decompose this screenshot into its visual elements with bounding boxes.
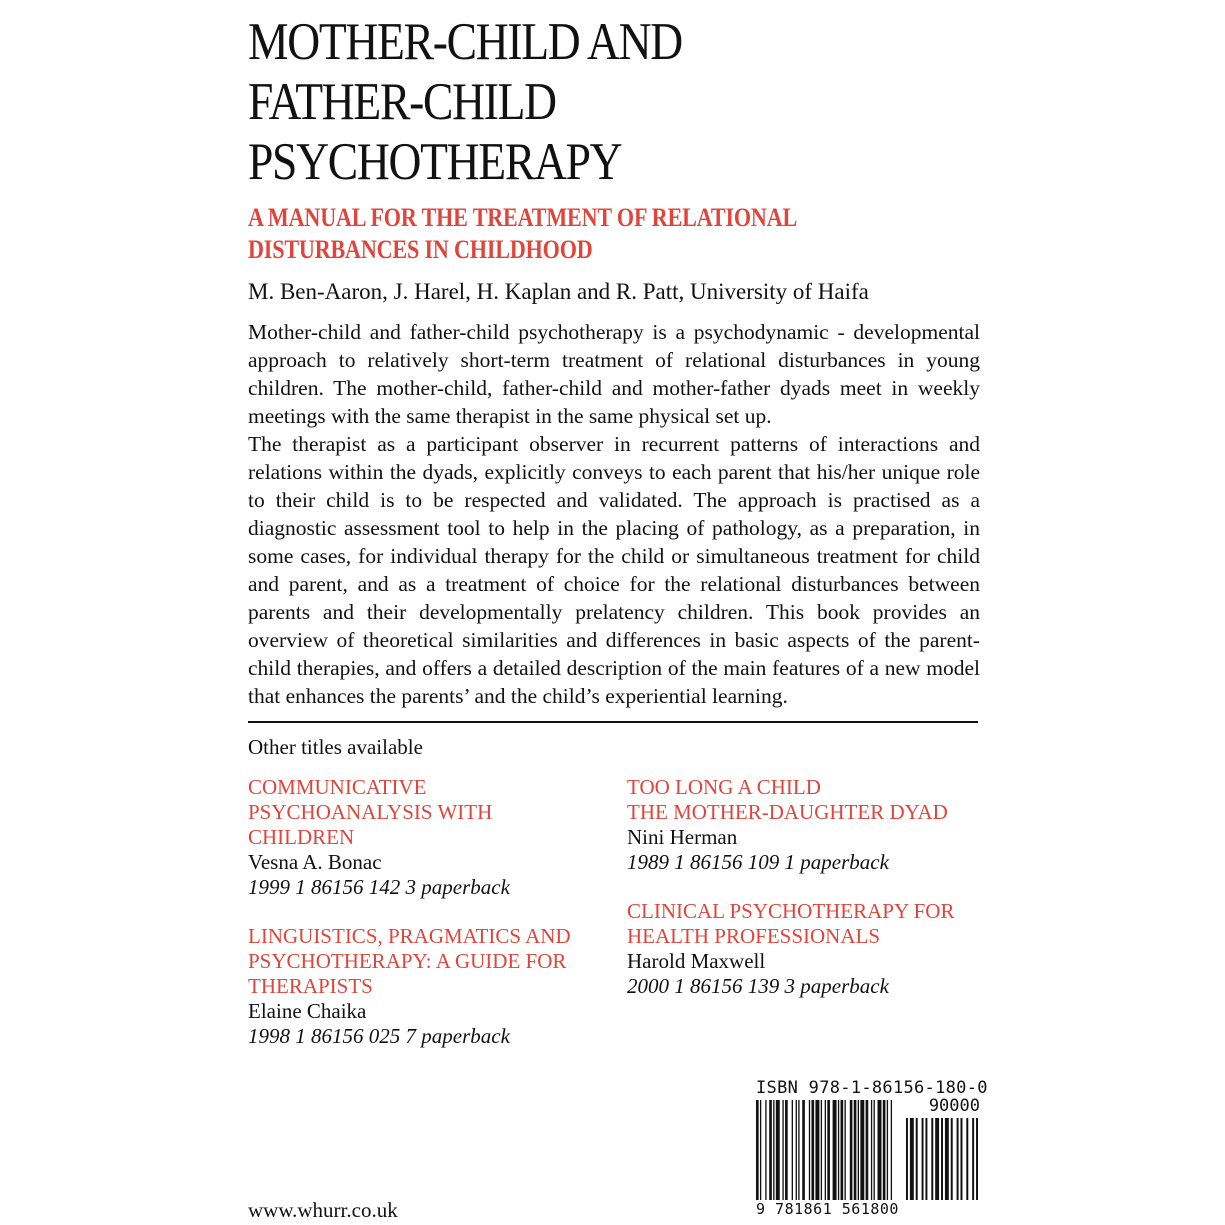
addon-bar	[951, 1118, 953, 1208]
barcode-bar	[825, 1100, 826, 1208]
barcode-bar	[821, 1100, 822, 1200]
isbn-number: ISBN 978-1-86156-180-0	[756, 1078, 988, 1098]
other-title-entry	[627, 775, 987, 875]
other-title-author: Nini Herman	[627, 825, 738, 849]
book-authors: M. Ben-Aaron, J. Harel, H. Kaplan and R. Patt, University of Haifa	[248, 279, 869, 304]
addon-bar	[910, 1118, 914, 1208]
addon-bar	[945, 1118, 949, 1208]
barcode-bar	[809, 1100, 810, 1200]
barcode-bar	[773, 1100, 774, 1200]
barcode-bar	[878, 1100, 882, 1200]
other-title-name	[627, 775, 987, 825]
other-title-entry	[248, 775, 608, 900]
other-title-line: PSYCHOTHERAPY: A GUIDE FOR	[248, 949, 567, 973]
other-title-line: THERAPISTS	[248, 974, 373, 998]
addon-bar	[976, 1118, 978, 1208]
other-title-name	[248, 775, 608, 850]
other-title-line: PSYCHOANALYSIS WITH	[248, 800, 493, 824]
addon-bar	[916, 1118, 918, 1208]
barcode-bar	[811, 1100, 814, 1200]
barcode-bar	[798, 1100, 799, 1200]
other-title-name	[248, 924, 608, 999]
other-title-line: LINGUISTICS, PRAGMATICS AND	[248, 924, 571, 948]
barcode-bar	[769, 1100, 772, 1200]
addon-bar	[957, 1118, 959, 1208]
barcode-bar	[871, 1100, 872, 1200]
barcode-bars	[756, 1100, 980, 1208]
other-title-line: THE MOTHER-DAUGHTER DYAD	[627, 800, 948, 824]
addon-bar	[941, 1118, 943, 1208]
other-title-line: HEALTH PROFESSIONALS	[627, 924, 881, 948]
other-title-line: CHILDREN	[248, 825, 355, 849]
barcode-bar	[760, 1100, 761, 1208]
description-paragraph: The therapist as a participant observer in recurrent patterns of interactions and relations within the dyads, explicitly conveys to each parent that his/her unique role to their child is to be respected and validated. The approach is practised as a diagnostic assessment tool to help in the placing of pathology, as a preparation, in some cases, for individual therapy for the child or simultaneous treatment for child and parent, and as a treatment of choice for the relational disturbances between parents and their developmentally prelatency children. This book provides an overview of theoretical similarities and differences in basic aspects of the parent-child therapies, and offers a detailed description of the main features of a new model that enhances the parents’ and the child’s experiential learning.	[248, 432, 980, 708]
addon-bar	[960, 1118, 962, 1208]
barcode-bar	[887, 1100, 888, 1200]
book-subtitle-line: A MANUAL FOR THE TREATMENT OF RELATIONAL	[248, 203, 798, 232]
addon-bar	[966, 1118, 968, 1208]
price-code: 90000	[928, 1096, 980, 1116]
barcode-bar	[785, 1100, 788, 1200]
addon-bar	[906, 1118, 908, 1208]
barcode-bar	[838, 1100, 839, 1200]
other-title-author: Vesna A. Bonac	[248, 850, 382, 874]
barcode-bar	[891, 1100, 892, 1208]
barcode-bar	[782, 1100, 783, 1200]
barcode-bar	[854, 1100, 857, 1200]
barcode-bar	[827, 1100, 830, 1200]
barcode-bar	[776, 1100, 780, 1200]
barcode-bar	[883, 1100, 886, 1200]
other-title-entry	[627, 899, 987, 999]
addon-bar	[925, 1118, 927, 1208]
book-subtitle-line: DISTURBANCES IN CHILDHOOD	[248, 235, 593, 264]
other-title-author: Elaine Chaika	[248, 999, 367, 1023]
other-title-author: Harold Maxwell	[627, 949, 766, 973]
other-title-details: 1999 1 86156 142 3 paperback	[248, 875, 510, 899]
ean-digits: 9 781861 561800	[756, 1200, 980, 1218]
barcode-bar	[796, 1100, 797, 1200]
book-title-line: MOTHER-CHILD AND	[248, 13, 682, 71]
other-title-details: 1989 1 86156 109 1 paperback	[627, 850, 889, 874]
other-title-line: CLINICAL PSYCHOTHERAPY FOR	[627, 899, 955, 923]
addon-bar	[931, 1118, 933, 1208]
other-titles-left-column	[248, 775, 608, 1073]
other-titles-heading: Other titles available	[248, 735, 423, 759]
other-titles-right-column	[627, 775, 987, 1023]
barcode-bar	[866, 1100, 869, 1200]
barcode-bar	[756, 1100, 759, 1208]
book-title	[248, 12, 902, 192]
book-title-line: PSYCHOTHERAPY	[248, 133, 622, 191]
barcode-bar	[833, 1100, 837, 1200]
barcode-bar	[850, 1100, 853, 1200]
barcode-bar	[841, 1100, 844, 1200]
barcode-bar	[815, 1100, 819, 1200]
book-description	[248, 318, 980, 710]
isbn-barcode	[756, 1078, 988, 1220]
other-title-line: TOO LONG A CHILD	[627, 775, 821, 799]
barcode-bar	[844, 1100, 845, 1200]
barcode-bar	[860, 1100, 864, 1200]
barcode-bar	[765, 1100, 766, 1200]
barcode-bar	[792, 1100, 793, 1200]
addon-bar	[922, 1118, 924, 1208]
other-title-details: 1998 1 86156 025 7 paperback	[248, 1024, 510, 1048]
barcode-bar	[858, 1100, 859, 1200]
section-divider	[248, 721, 978, 723]
barcode-bar	[802, 1100, 805, 1200]
barcode-bar	[874, 1100, 875, 1200]
other-title-entry	[248, 924, 608, 1049]
book-title-line: FATHER-CHILD	[248, 73, 556, 131]
publisher-website[interactable]: www.whurr.co.uk	[248, 1198, 398, 1222]
other-title-line: COMMUNICATIVE	[248, 775, 427, 799]
addon-bar	[935, 1118, 939, 1208]
addon-bar	[972, 1118, 974, 1208]
description-paragraph: Mother-child and father-child psychotherapy is a psychodynamic - developmental approach to relatively short-term treatment of relational disturbances in young children. The mother-child, father-child and mother-father dyads meet in weekly meetings with the same therapist in the same physical set up.	[248, 320, 980, 428]
other-title-details: 2000 1 86156 139 3 paperback	[627, 974, 889, 998]
book-subtitle	[248, 202, 877, 266]
other-title-name	[627, 899, 987, 949]
